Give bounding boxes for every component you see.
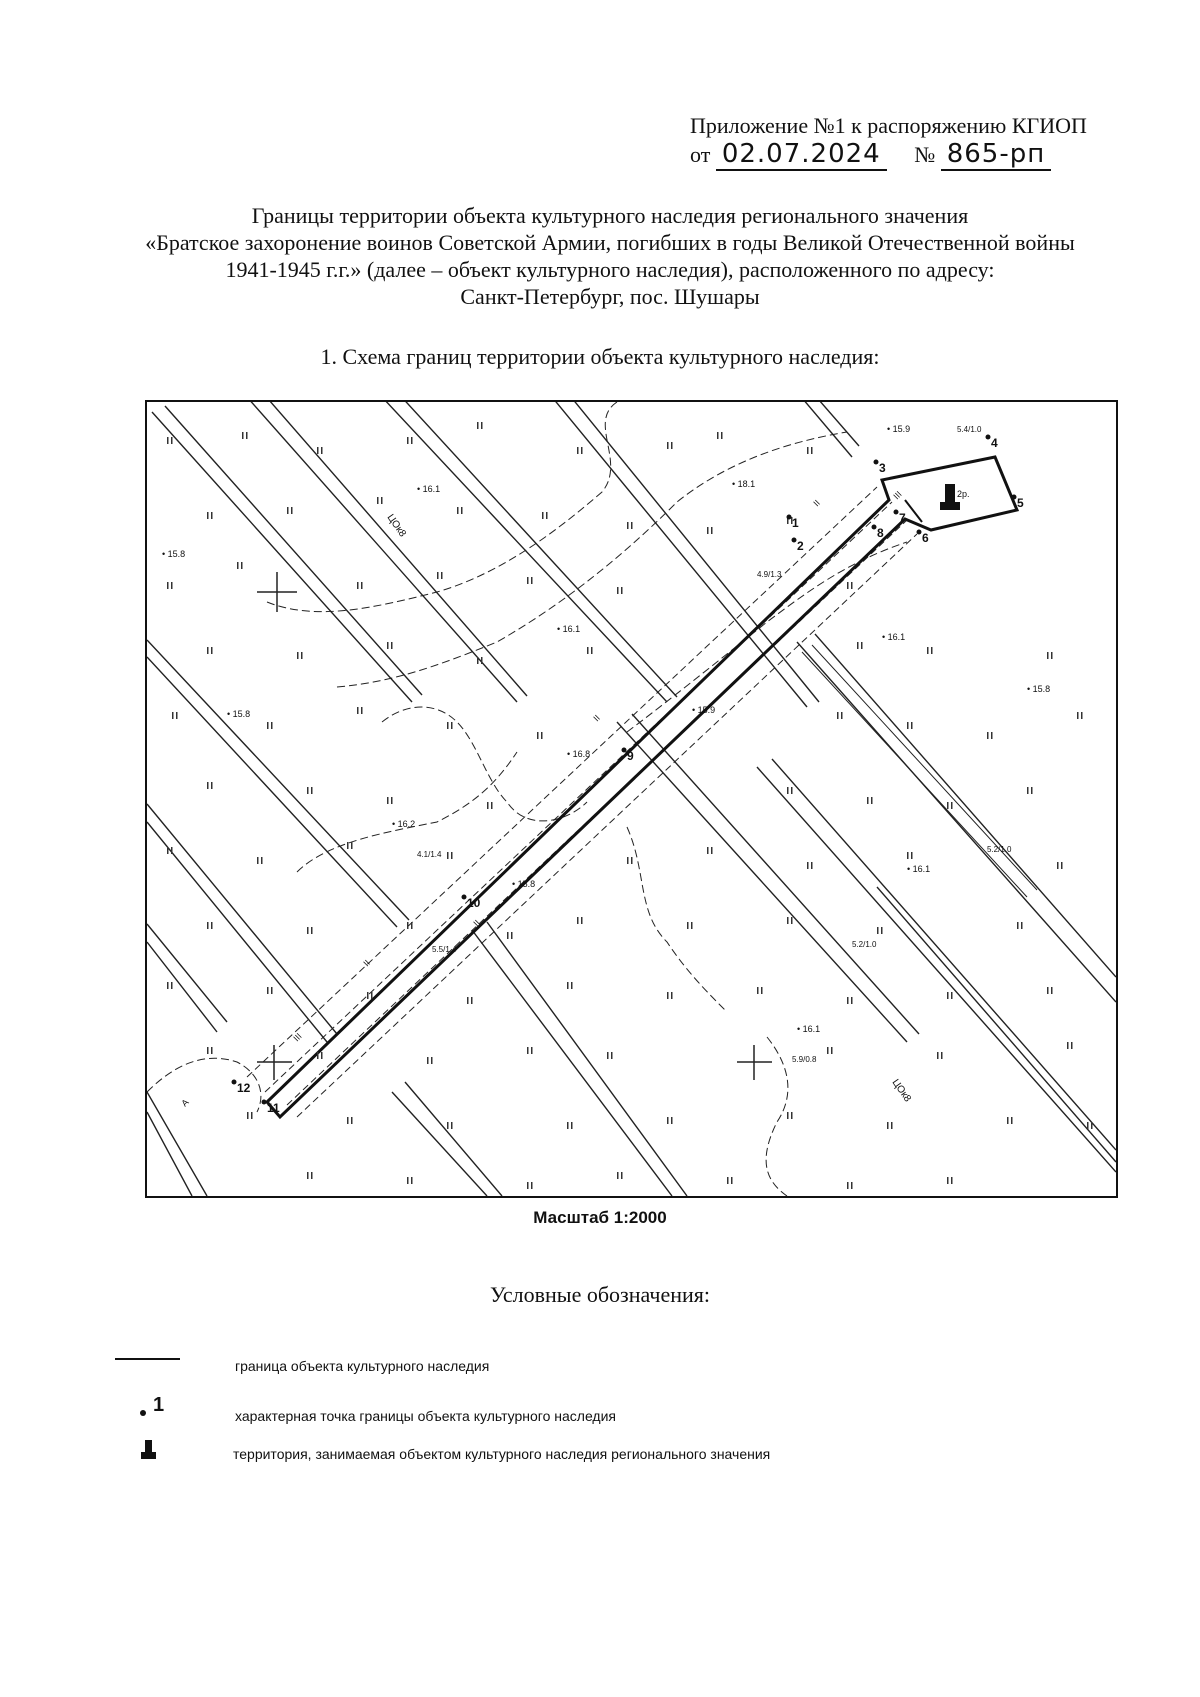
boundary-point-label: 11: [267, 1101, 280, 1115]
map-letter: II: [471, 917, 482, 929]
spot-height: • 16.2: [392, 819, 416, 829]
spot-height: • 16.1: [557, 624, 581, 634]
appendix-title: Приложение №1 к распоряжению КГИОП: [690, 113, 1087, 138]
spot-height: • 16.8: [567, 749, 591, 759]
spot-height: • 16.1: [882, 632, 906, 642]
boundary-line-icon: [115, 1350, 185, 1390]
elevation-fraction: 4.9/1.3: [757, 570, 782, 579]
spot-height: • 15.8: [1027, 684, 1051, 694]
boundary-point-label: 1: [792, 516, 799, 530]
spot-height: • 15.8: [512, 879, 536, 889]
scale-label: Масштаб 1:2000: [533, 1208, 667, 1227]
boundary-point-marker: [232, 1080, 237, 1085]
spot-height: • 15.9: [887, 424, 911, 434]
monument-legend-icon: [115, 1440, 185, 1480]
map-letter: III: [291, 1031, 304, 1044]
title-line-2: «Братское захоронение воинов Советской Армии, погибших в годы Великой Отечественной войны: [145, 230, 1075, 255]
map-letter: II: [591, 712, 602, 724]
building-label: 2р.: [957, 489, 970, 499]
legend-text-point: характерная точка границы объекта культурного наследия: [235, 1408, 616, 1424]
elevation-fraction: 5.5/1.4: [432, 945, 457, 954]
boundary-point-marker: [1012, 495, 1017, 500]
legend-item-boundary: [115, 1350, 1115, 1390]
section-heading: 1. Схема границ территории объекта культурного наследия:: [320, 344, 880, 369]
from-label: от: [690, 142, 711, 167]
elevation-fraction: 5.2/1.0: [852, 940, 877, 949]
boundary-point-marker: [986, 435, 991, 440]
appendix-header: [690, 112, 1150, 169]
number-label: №: [914, 142, 936, 167]
boundary-point-label: 3: [879, 461, 886, 475]
boundary-point-marker: [787, 515, 792, 520]
boundary-point-marker: [874, 460, 879, 465]
boundary-point-marker: [894, 510, 899, 515]
spot-height: • 16.1: [417, 484, 441, 494]
boundary-point-number: 1: [153, 1394, 165, 1416]
map-drawing: [147, 402, 1116, 1196]
map-letter: II: [361, 957, 372, 969]
boundary-point-label: 7: [899, 511, 906, 525]
boundary-point-marker: [917, 530, 922, 535]
map-letter: II: [811, 497, 822, 509]
grass-symbols: [167, 422, 1093, 1189]
title-line-4: Санкт-Петербург, пос. Шушары: [460, 284, 760, 309]
boundary-point-label: 9: [627, 749, 634, 763]
map-letter: A: [179, 1097, 191, 1109]
legend-title: Условные обозначения:: [489, 1282, 711, 1307]
spot-height: • 18.1: [732, 479, 756, 489]
elevation-fraction: 5.9/0.8: [792, 1055, 817, 1064]
document-title: [80, 202, 1140, 310]
boundary-point-label: 8: [877, 526, 884, 540]
boundary-map: [145, 400, 1118, 1198]
boundary-point-label: 10: [467, 896, 481, 910]
map-labels: [162, 424, 1050, 1115]
boundary-point-marker: [262, 1100, 267, 1105]
boundary-point-label: 4: [991, 436, 998, 450]
map-letter: III: [891, 489, 904, 502]
legend-item-point: [115, 1390, 1115, 1430]
boundary-point-marker: [622, 748, 627, 753]
handwritten-date: 02.07.2024: [716, 139, 887, 171]
handwritten-number: 865-рп: [941, 139, 1052, 171]
spot-height: • 15.9: [692, 705, 716, 715]
title-line-3: 1941-1945 г.г.» (далее – объект культурного наследия), расположенного по адресу:: [225, 257, 995, 282]
elevation-fraction: 5.2/1.0: [987, 845, 1012, 854]
boundary-point-label: 6: [922, 531, 929, 545]
boundary-point-marker: [872, 525, 877, 530]
boundary-point-label: 5: [1017, 496, 1024, 510]
boundary-point-marker: [462, 895, 467, 900]
elevation-fraction: 4.1/1.4: [417, 850, 442, 859]
road-label: ЦОк8: [384, 512, 408, 540]
boundary-point-label: 12: [237, 1081, 251, 1095]
appendix-date-line: [690, 140, 1150, 169]
boundary-point-label: 2: [797, 539, 804, 553]
spot-height: • 16.1: [907, 864, 931, 874]
elevation-fraction: 5.4/1.0: [957, 425, 982, 434]
road-label: ЦОк8: [889, 1077, 913, 1105]
title-line-1: Границы территории объекта культурного наследия регионального значения: [251, 203, 969, 228]
spot-height: • 16.1: [797, 1024, 821, 1034]
legend-text-monument: территория, занимаемая объектом культурного наследия регионального значения: [233, 1446, 771, 1462]
boundary-point-icon: [115, 1390, 185, 1430]
boundary-point-marker: [792, 538, 797, 543]
spot-height: • 15.8: [227, 709, 251, 719]
dotted-railway: [802, 645, 1037, 897]
spot-height: • 15.8: [162, 549, 186, 559]
legend-text-boundary: граница объекта культурного наследия: [235, 1358, 490, 1374]
legend-item-monument: [115, 1440, 1115, 1480]
